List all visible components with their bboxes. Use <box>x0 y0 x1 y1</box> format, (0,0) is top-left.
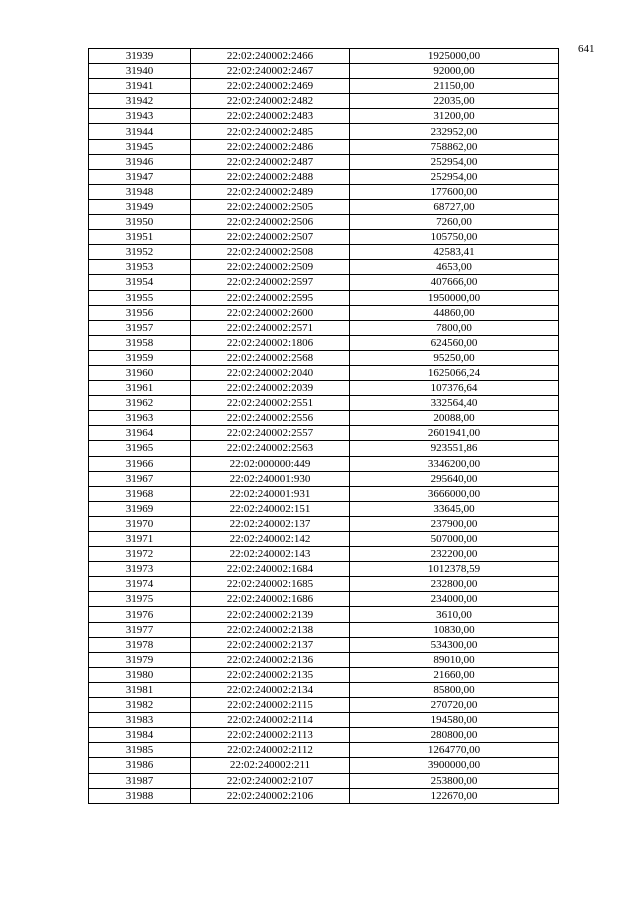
cadastral-value-cell: 923551,86 <box>350 441 559 456</box>
row-number-cell: 31949 <box>89 199 191 214</box>
table-row <box>89 592 559 607</box>
cadastral-value-cell: 252954,00 <box>350 169 559 184</box>
table-row <box>89 305 559 320</box>
cadastral-value-cell: 407666,00 <box>350 275 559 290</box>
table-row <box>89 245 559 260</box>
cadastral-number-cell: 22:02:240002:2488 <box>191 169 350 184</box>
cadastral-number-cell: 22:02:240002:2600 <box>191 305 350 320</box>
table-row <box>89 547 559 562</box>
row-number-cell: 31975 <box>89 592 191 607</box>
cadastral-number-cell: 22:02:240002:2483 <box>191 109 350 124</box>
cadastral-number-cell: 22:02:240002:2563 <box>191 441 350 456</box>
cadastral-value-cell: 252954,00 <box>350 154 559 169</box>
cadastral-value-table <box>88 48 559 804</box>
cadastral-value-cell: 3610,00 <box>350 607 559 622</box>
cadastral-value-cell: 21660,00 <box>350 667 559 682</box>
table-row <box>89 516 559 531</box>
cadastral-number-cell: 22:02:240002:2469 <box>191 79 350 94</box>
page-number: 641 <box>578 43 595 55</box>
cadastral-number-cell: 22:02:240002:2112 <box>191 743 350 758</box>
cadastral-number-cell: 22:02:240002:2467 <box>191 64 350 79</box>
cadastral-value-cell: 1012378,59 <box>350 562 559 577</box>
table-row <box>89 577 559 592</box>
row-number-cell: 31957 <box>89 320 191 335</box>
cadastral-value-cell: 92000,00 <box>350 64 559 79</box>
row-number-cell: 31974 <box>89 577 191 592</box>
table-row <box>89 109 559 124</box>
cadastral-value-cell: 232800,00 <box>350 577 559 592</box>
table-row <box>89 154 559 169</box>
table-row <box>89 230 559 245</box>
row-number-cell: 31944 <box>89 124 191 139</box>
table-row <box>89 184 559 199</box>
table-row <box>89 456 559 471</box>
row-number-cell: 31940 <box>89 64 191 79</box>
cadastral-value-cell: 122670,00 <box>350 788 559 803</box>
cadastral-number-cell: 22:02:240002:2466 <box>191 49 350 64</box>
cadastral-value-cell: 280800,00 <box>350 728 559 743</box>
cadastral-number-cell: 22:02:240002:151 <box>191 501 350 516</box>
table-row <box>89 471 559 486</box>
row-number-cell: 31956 <box>89 305 191 320</box>
cadastral-number-cell: 22:02:240002:2556 <box>191 411 350 426</box>
cadastral-value-cell: 234000,00 <box>350 592 559 607</box>
cadastral-number-cell: 22:02:240002:1684 <box>191 562 350 577</box>
row-number-cell: 31963 <box>89 411 191 426</box>
cadastral-number-cell: 22:02:240002:2507 <box>191 230 350 245</box>
cadastral-number-cell: 22:02:240002:2106 <box>191 788 350 803</box>
cadastral-value-cell: 44860,00 <box>350 305 559 320</box>
table-row <box>89 320 559 335</box>
cadastral-number-cell: 22:02:240002:2505 <box>191 199 350 214</box>
cadastral-number-cell: 22:02:240002:143 <box>191 547 350 562</box>
cadastral-value-cell: 2601941,00 <box>350 426 559 441</box>
table-row <box>89 350 559 365</box>
cadastral-value-cell: 7800,00 <box>350 320 559 335</box>
cadastral-number-cell: 22:02:240002:2137 <box>191 637 350 652</box>
cadastral-value-cell: 22035,00 <box>350 94 559 109</box>
row-number-cell: 31954 <box>89 275 191 290</box>
table-row <box>89 64 559 79</box>
cadastral-value-cell: 42583,41 <box>350 245 559 260</box>
row-number-cell: 31945 <box>89 139 191 154</box>
row-number-cell: 31986 <box>89 758 191 773</box>
table-row <box>89 365 559 380</box>
cadastral-number-cell: 22:02:240002:2139 <box>191 607 350 622</box>
table-row <box>89 728 559 743</box>
cadastral-number-cell: 22:02:240002:2551 <box>191 396 350 411</box>
cadastral-value-cell: 3900000,00 <box>350 758 559 773</box>
cadastral-number-cell: 22:02:240002:2486 <box>191 139 350 154</box>
row-number-cell: 31978 <box>89 637 191 652</box>
cadastral-number-cell: 22:02:000000:449 <box>191 456 350 471</box>
cadastral-number-cell: 22:02:240002:211 <box>191 758 350 773</box>
cadastral-value-cell: 1950000,00 <box>350 290 559 305</box>
table-row <box>89 788 559 803</box>
cadastral-number-cell: 22:02:240002:2489 <box>191 184 350 199</box>
row-number-cell: 31959 <box>89 350 191 365</box>
row-number-cell: 31958 <box>89 335 191 350</box>
cadastral-value-cell: 7260,00 <box>350 215 559 230</box>
table-body <box>89 49 559 804</box>
cadastral-number-cell: 22:02:240002:2040 <box>191 365 350 380</box>
cadastral-value-cell: 1925000,00 <box>350 49 559 64</box>
cadastral-number-cell: 22:02:240002:2039 <box>191 381 350 396</box>
row-number-cell: 31969 <box>89 501 191 516</box>
row-number-cell: 31983 <box>89 713 191 728</box>
table-row <box>89 94 559 109</box>
cadastral-value-cell: 232200,00 <box>350 547 559 562</box>
cadastral-number-cell: 22:02:240002:2509 <box>191 260 350 275</box>
table-row <box>89 501 559 516</box>
row-number-cell: 31942 <box>89 94 191 109</box>
cadastral-value-cell: 105750,00 <box>350 230 559 245</box>
cadastral-number-cell: 22:02:240002:2568 <box>191 350 350 365</box>
table-row <box>89 169 559 184</box>
row-number-cell: 31939 <box>89 49 191 64</box>
table-row <box>89 607 559 622</box>
row-number-cell: 31960 <box>89 365 191 380</box>
cadastral-number-cell: 22:02:240002:2597 <box>191 275 350 290</box>
cadastral-value-cell: 534300,00 <box>350 637 559 652</box>
cadastral-value-cell: 232952,00 <box>350 124 559 139</box>
cadastral-value-cell: 3666000,00 <box>350 486 559 501</box>
row-number-cell: 31970 <box>89 516 191 531</box>
cadastral-number-cell: 22:02:240001:931 <box>191 486 350 501</box>
cadastral-value-cell: 20088,00 <box>350 411 559 426</box>
cadastral-value-cell: 194580,00 <box>350 713 559 728</box>
row-number-cell: 31948 <box>89 184 191 199</box>
cadastral-value-cell: 85800,00 <box>350 682 559 697</box>
cadastral-number-cell: 22:02:240002:1686 <box>191 592 350 607</box>
table-row <box>89 773 559 788</box>
table-row <box>89 441 559 456</box>
cadastral-number-cell: 22:02:240001:930 <box>191 471 350 486</box>
row-number-cell: 31961 <box>89 381 191 396</box>
cadastral-number-cell: 22:02:240002:2107 <box>191 773 350 788</box>
cadastral-number-cell: 22:02:240002:2136 <box>191 652 350 667</box>
row-number-cell: 31988 <box>89 788 191 803</box>
cadastral-number-cell: 22:02:240002:137 <box>191 516 350 531</box>
row-number-cell: 31966 <box>89 456 191 471</box>
cadastral-number-cell: 22:02:240002:2508 <box>191 245 350 260</box>
cadastral-number-cell: 22:02:240002:2134 <box>191 682 350 697</box>
table-row <box>89 698 559 713</box>
row-number-cell: 31984 <box>89 728 191 743</box>
row-number-cell: 31946 <box>89 154 191 169</box>
cadastral-number-cell: 22:02:240002:2485 <box>191 124 350 139</box>
row-number-cell: 31962 <box>89 396 191 411</box>
cadastral-value-cell: 332564,40 <box>350 396 559 411</box>
table-row <box>89 682 559 697</box>
row-number-cell: 31951 <box>89 230 191 245</box>
table-row <box>89 275 559 290</box>
table-row <box>89 758 559 773</box>
row-number-cell: 31953 <box>89 260 191 275</box>
table-row <box>89 667 559 682</box>
cadastral-value-cell: 237900,00 <box>350 516 559 531</box>
row-number-cell: 31977 <box>89 622 191 637</box>
table-row <box>89 381 559 396</box>
cadastral-value-cell: 89010,00 <box>350 652 559 667</box>
table-row <box>89 124 559 139</box>
cadastral-value-cell: 31200,00 <box>350 109 559 124</box>
cadastral-value-cell: 177600,00 <box>350 184 559 199</box>
cadastral-value-cell: 68727,00 <box>350 199 559 214</box>
cadastral-number-cell: 22:02:240002:2595 <box>191 290 350 305</box>
table-row <box>89 743 559 758</box>
row-number-cell: 31972 <box>89 547 191 562</box>
row-number-cell: 31950 <box>89 215 191 230</box>
cadastral-number-cell: 22:02:240002:2506 <box>191 215 350 230</box>
table-row <box>89 652 559 667</box>
table-row <box>89 396 559 411</box>
row-number-cell: 31947 <box>89 169 191 184</box>
row-number-cell: 31980 <box>89 667 191 682</box>
row-number-cell: 31987 <box>89 773 191 788</box>
row-number-cell: 31971 <box>89 532 191 547</box>
table-row <box>89 335 559 350</box>
table-row <box>89 290 559 305</box>
row-number-cell: 31981 <box>89 682 191 697</box>
table-row <box>89 79 559 94</box>
table-row <box>89 49 559 64</box>
cadastral-value-cell: 21150,00 <box>350 79 559 94</box>
cadastral-value-cell: 107376,64 <box>350 381 559 396</box>
cadastral-value-cell: 10830,00 <box>350 622 559 637</box>
cadastral-number-cell: 22:02:240002:2557 <box>191 426 350 441</box>
row-number-cell: 31982 <box>89 698 191 713</box>
row-number-cell: 31955 <box>89 290 191 305</box>
cadastral-number-cell: 22:02:240002:2138 <box>191 622 350 637</box>
row-number-cell: 31976 <box>89 607 191 622</box>
row-number-cell: 31979 <box>89 652 191 667</box>
table-row <box>89 260 559 275</box>
cadastral-number-cell: 22:02:240002:2135 <box>191 667 350 682</box>
table-row <box>89 622 559 637</box>
cadastral-value-cell: 253800,00 <box>350 773 559 788</box>
cadastral-value-cell: 295640,00 <box>350 471 559 486</box>
cadastral-number-cell: 22:02:240002:2482 <box>191 94 350 109</box>
cadastral-number-cell: 22:02:240002:2115 <box>191 698 350 713</box>
row-number-cell: 31973 <box>89 562 191 577</box>
row-number-cell: 31985 <box>89 743 191 758</box>
cadastral-value-cell: 4653,00 <box>350 260 559 275</box>
row-number-cell: 31952 <box>89 245 191 260</box>
cadastral-number-cell: 22:02:240002:2113 <box>191 728 350 743</box>
row-number-cell: 31965 <box>89 441 191 456</box>
cadastral-value-cell: 1625066,24 <box>350 365 559 380</box>
row-number-cell: 31943 <box>89 109 191 124</box>
cadastral-value-cell: 270720,00 <box>350 698 559 713</box>
row-number-cell: 31941 <box>89 79 191 94</box>
table-row <box>89 637 559 652</box>
row-number-cell: 31968 <box>89 486 191 501</box>
cadastral-value-cell: 33645,00 <box>350 501 559 516</box>
cadastral-value-cell: 3346200,00 <box>350 456 559 471</box>
table-row <box>89 426 559 441</box>
cadastral-number-cell: 22:02:240002:2487 <box>191 154 350 169</box>
table-row <box>89 215 559 230</box>
row-number-cell: 31964 <box>89 426 191 441</box>
cadastral-value-cell: 95250,00 <box>350 350 559 365</box>
cadastral-number-cell: 22:02:240002:142 <box>191 532 350 547</box>
table-row <box>89 199 559 214</box>
cadastral-number-cell: 22:02:240002:2114 <box>191 713 350 728</box>
table-row <box>89 713 559 728</box>
cadastral-number-cell: 22:02:240002:2571 <box>191 320 350 335</box>
cadastral-value-cell: 1264770,00 <box>350 743 559 758</box>
cadastral-value-cell: 624560,00 <box>350 335 559 350</box>
table-row <box>89 411 559 426</box>
table-row <box>89 139 559 154</box>
table-row <box>89 486 559 501</box>
row-number-cell: 31967 <box>89 471 191 486</box>
cadastral-value-cell: 507000,00 <box>350 532 559 547</box>
cadastral-number-cell: 22:02:240002:1685 <box>191 577 350 592</box>
cadastral-value-cell: 758862,00 <box>350 139 559 154</box>
table-row <box>89 532 559 547</box>
cadastral-number-cell: 22:02:240002:1806 <box>191 335 350 350</box>
table-row <box>89 562 559 577</box>
